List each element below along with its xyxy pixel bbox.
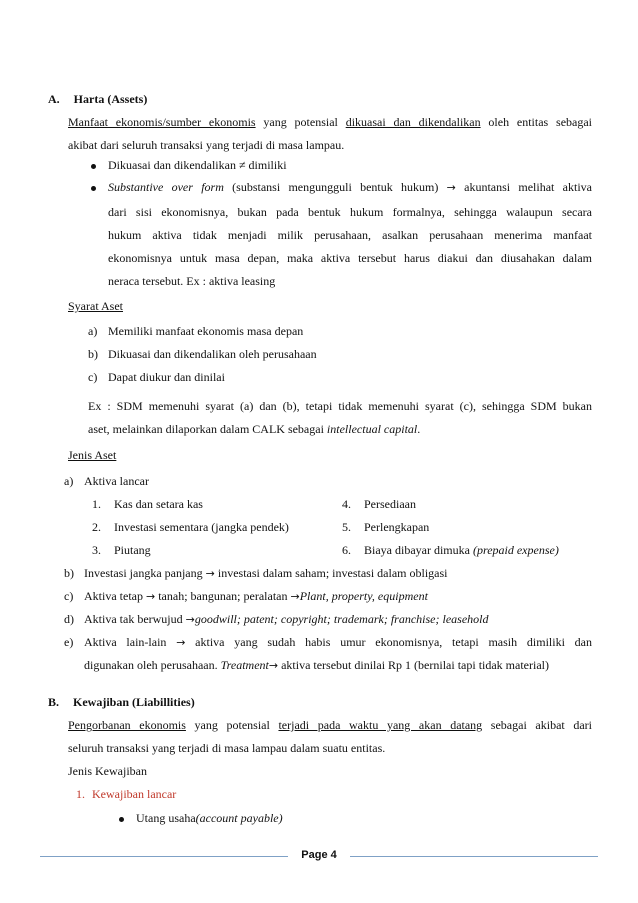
- item-text: Aktiva tetap: [84, 589, 146, 603]
- bullet-substantive-line5: neraca tersebut. Ex : aktiva leasing: [108, 274, 276, 288]
- item-number: 3.: [92, 543, 101, 557]
- item-text: Piutang: [114, 543, 151, 557]
- arrow-right-icon: →: [145, 590, 156, 603]
- jenis-marker: c): [64, 589, 74, 603]
- section-a-definition-line2: akibat dari seluruh transaksi yang terjadi di masa lampau.: [68, 138, 345, 152]
- item-text: Investasi jangka panjang: [84, 566, 206, 580]
- jenis-item-d: [64, 612, 489, 627]
- item-text: Aktiva lain-lain: [84, 635, 177, 649]
- item-text: aktiva tersebut dinilai Rp 1 (bernilai tapi tidak material): [278, 658, 549, 672]
- treatment-term: Treatment: [220, 658, 269, 672]
- section-a-heading: [48, 92, 147, 107]
- syarat-marker: a): [88, 324, 98, 338]
- footer-rule-left: [40, 856, 288, 857]
- syarat-text: Dikuasai dan dikendalikan oleh perusahaan: [108, 347, 317, 361]
- substantive-desc: (substansi mengungguli bentuk hukum): [223, 180, 447, 194]
- item-text: aktiva yang sudah habis umur ekonomisnya, tetapi masih dimiliki dan: [185, 635, 592, 649]
- bullet-substantive-line1: [108, 180, 592, 195]
- arrow-right-icon: →: [290, 590, 300, 603]
- section-b-letter: B.: [48, 695, 60, 709]
- syarat-example-line1: Ex : SDM memenuhi syarat (a) dan (b), tetapi tidak memenuhi syarat (c), sehingga SDM bukan: [88, 399, 592, 413]
- item-number: 6.: [342, 543, 351, 557]
- section-a-definition-line1: [68, 115, 592, 130]
- item-text: tanah; bangunan; peralatan: [155, 589, 291, 603]
- item-number: 4.: [342, 497, 351, 511]
- jenis-marker: a): [64, 474, 74, 488]
- section-a-letter: A.: [48, 92, 60, 106]
- liabilities-term: Pengorbanan ekonomis: [68, 718, 186, 732]
- bullet-substantive-line3: hukum aktiva tidak menjadi milik perusahaan, asalkan perusahaan menerima manfaat: [108, 228, 592, 242]
- jenis-item-e-line2: [84, 658, 549, 673]
- aktiva-lancar-item: [92, 543, 151, 558]
- aktiva-lancar-item: [342, 520, 429, 535]
- ppe-term: Plant, property, equipment: [299, 589, 428, 603]
- item-text: Biaya dibayar dimuka: [364, 543, 473, 557]
- assets-term2: dikuasai dan dikendalikan: [345, 115, 481, 129]
- syarat-example-line2: [88, 422, 420, 437]
- item-text: Investasi sementara (jangka pendek): [114, 520, 289, 534]
- bullet-dikuasai: Dikuasai dan dikendalikan ≠ dimiliki: [108, 158, 287, 172]
- account-payable-term: (account payable): [195, 811, 283, 825]
- intellectual-capital-term: intellectual capital: [326, 422, 418, 436]
- bullet-icon: [119, 817, 124, 822]
- syarat-item: [88, 347, 317, 362]
- example-text: aset, melainkan dilaporkan dalam CALK sebagai: [88, 422, 327, 436]
- jenis-item-c: [64, 589, 428, 604]
- item-text: Kas dan setara kas: [114, 497, 203, 511]
- item-text: digunakan oleh perusahaan.: [84, 658, 221, 672]
- syarat-aset-heading: Syarat Aset: [68, 299, 123, 313]
- item-number: 2.: [92, 520, 101, 534]
- item-number: 5.: [342, 520, 351, 534]
- syarat-marker: c): [88, 370, 98, 384]
- assets-term: Manfaat ekonomis/sumber ekonomis: [68, 115, 256, 129]
- jenis-item-a: [64, 474, 149, 489]
- item-number: 1.: [92, 497, 101, 511]
- arrow-right-icon: →: [446, 181, 456, 194]
- syarat-text: Dapat diukur dan dinilai: [108, 370, 225, 384]
- footer-rule-right: [350, 856, 598, 857]
- substantive-desc-end: akuntansi melihat aktiva: [455, 180, 592, 194]
- assets-def-mid: yang potensial: [255, 115, 346, 129]
- item-text: Aktiva tak berwujud: [84, 612, 186, 626]
- aktiva-lancar-item: [92, 520, 289, 535]
- aktiva-lancar-label: Aktiva lancar: [84, 474, 149, 488]
- kewajiban-lancar-label: Kewajiban lancar: [92, 787, 177, 801]
- bullet-icon: [91, 186, 96, 191]
- syarat-marker: b): [88, 347, 98, 361]
- bullet-substantive-line4: ekonomisnya untuk masa depan, maka aktiva tersebut harus diakui dan diusahakan dalam: [108, 251, 592, 265]
- aktiva-lancar-item: [92, 497, 203, 512]
- liabilities-def-mid: yang potensial: [185, 718, 279, 732]
- aktiva-lancar-item: [342, 497, 416, 512]
- page-number: Page 4: [301, 849, 337, 861]
- jenis-item-e-line1: [64, 635, 592, 650]
- liabilities-def-rest: sebagai akibat dari: [482, 718, 593, 732]
- syarat-item: [88, 324, 303, 339]
- example-end: .: [417, 422, 421, 436]
- jenis-marker: b): [64, 566, 74, 580]
- prepaid-expense-term: (prepaid expense): [472, 543, 559, 557]
- bullet-substantive-line2: dari sisi ekonomisnya, bukan pada bentuk hukum formalnya, sehingga walaupun secara: [108, 205, 592, 219]
- intangible-list: goodwill; patent; copyright; trademark; franchise; leasehold: [194, 612, 489, 626]
- item-text: Persediaan: [364, 497, 416, 511]
- section-b-definition-line2: seluruh transaksi yang terjadi di masa lampau dalam suatu entitas.: [68, 741, 386, 755]
- jenis-marker: d): [64, 612, 74, 626]
- aktiva-lancar-item: [342, 543, 559, 558]
- arrow-right-icon: →: [205, 567, 215, 580]
- jenis-aset-heading: Jenis Aset: [68, 448, 117, 462]
- section-b-title: Kewajiban (Liabillities): [73, 695, 195, 709]
- utang-usaha-item: [136, 811, 283, 826]
- assets-def-rest: oleh entitas sebagai: [480, 115, 593, 129]
- item-text: Perlengkapan: [364, 520, 430, 534]
- section-b-heading: [48, 695, 195, 710]
- bullet-icon: [91, 164, 96, 169]
- jenis-kewajiban-heading: Jenis Kewajiban: [68, 764, 147, 778]
- liabilities-term2: terjadi pada waktu yang akan datang: [278, 718, 483, 732]
- arrow-right-icon: →: [268, 659, 279, 672]
- item-text: investasi dalam saham; investasi dalam obligasi: [214, 566, 448, 580]
- arrow-right-icon: →: [185, 613, 195, 626]
- arrow-right-icon: →: [176, 636, 186, 649]
- utang-usaha-text: Utang usaha: [136, 811, 196, 825]
- jenis-marker: e): [64, 635, 74, 649]
- section-a-title: Harta (Assets): [73, 92, 148, 106]
- syarat-text: Memiliki manfaat ekonomis masa depan: [108, 324, 304, 338]
- syarat-item: [88, 370, 225, 385]
- item-number: 1.: [76, 787, 85, 801]
- kewajiban-lancar-item: [76, 787, 176, 802]
- substantive-term: Substantive over form: [108, 180, 224, 194]
- jenis-item-b: [64, 566, 447, 581]
- section-b-definition-line1: [68, 718, 592, 733]
